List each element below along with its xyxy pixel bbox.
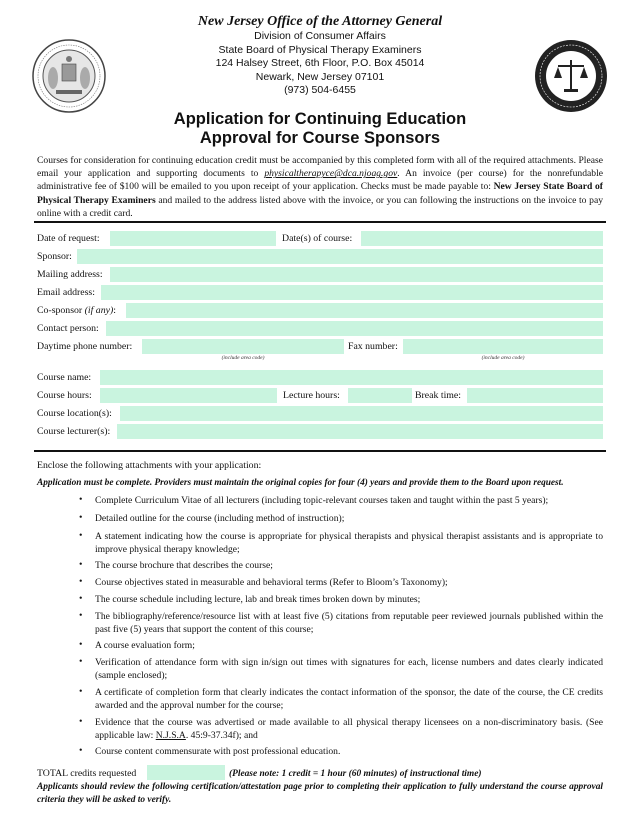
fax-label: Fax number:	[348, 341, 398, 352]
sponsor-label: Sponsor:	[37, 251, 72, 262]
email-link[interactable]: physicaltherapyce@dca.njoag.gov	[264, 168, 398, 180]
fax-input[interactable]	[403, 339, 603, 354]
daytime-phone-label: Daytime phone number:	[37, 341, 133, 352]
middle-divider	[34, 450, 606, 452]
total-credits-label: TOTAL credits requested	[37, 768, 137, 779]
lecture-hours-label: Lecture hours:	[283, 390, 340, 401]
bullet: •	[79, 593, 83, 604]
page-title	[0, 110, 640, 148]
course-locations-input[interactable]	[120, 406, 603, 421]
evidence-text: Evidence that the course was advertised or made available to all physical therapy licensees on a non-discriminatory basis. (See applicable law:	[95, 717, 603, 741]
list-item	[95, 716, 603, 742]
total-credits-input[interactable]	[147, 765, 225, 780]
bullet: •	[79, 745, 83, 756]
bullet: •	[79, 686, 83, 697]
list-item: Course objectives stated in measurable and behavioral terms (Refer to Bloom’s Taxonomy);	[95, 577, 448, 588]
bullet: •	[79, 576, 83, 587]
course-hours-label: Course hours:	[37, 390, 92, 401]
city-address: Newark, New Jersey 07101	[255, 70, 385, 83]
break-time-label: Break time:	[415, 390, 461, 401]
list-item: A statement indicating how the course is appropriate for physical therapists and physical therapist assistants and is appropriate to improve physical therapy knowledge;	[95, 531, 603, 555]
mailing-address-input[interactable]	[110, 267, 603, 282]
email-address-input[interactable]	[101, 285, 603, 300]
phone-area-code-hint: (include area code)	[221, 355, 265, 361]
intro-paragraph	[37, 154, 603, 220]
dates-of-course-input[interactable]	[361, 231, 603, 246]
date-of-request-label: Date of request:	[37, 233, 100, 244]
dates-of-course-label: Date(s) of course:	[282, 233, 353, 244]
bullet: •	[79, 656, 83, 667]
course-hours-input[interactable]	[100, 388, 277, 403]
list-item: Course content commensurate with post professional education.	[95, 746, 341, 757]
cosponsor-input[interactable]	[126, 303, 603, 318]
credit-note: (Please note: 1 credit = 1 hour (60 minutes) of instructional time)	[229, 769, 482, 779]
cosponsor-text: Co-sponsor	[37, 305, 83, 316]
list-item: A course evaluation form;	[95, 640, 195, 651]
list-item: Detailed outline for the course (including method of instruction);	[95, 513, 345, 524]
contact-person-input[interactable]	[106, 321, 603, 336]
intro-text-1: Courses for consideration for continuing education credit must be accompanied by this completed form with all of the required attachments. Please email your application and supporting documents to	[37, 155, 603, 180]
list-item: Complete Curriculum Vitae of all lecturers (including topic-relevant courses taken and taught within the past 5 years);	[95, 495, 549, 506]
list-item: The course brochure that describes the course;	[95, 560, 273, 571]
bullet: •	[79, 559, 83, 570]
street-address: 124 Halsey Street, 6th Floor, P.O. Box 45014	[215, 57, 425, 69]
course-name-input[interactable]	[100, 370, 603, 385]
list-item: Verification of attendance form with sign in/sign out times with signatures for each, license numbers and dates clearly indicated (sample enclosed);	[95, 657, 603, 681]
intro-text-3: and mailed to the address listed above with the invoice, or you can following the instructions on the invoice to pay online with a credit card.	[37, 194, 603, 219]
evidence-text-end: . 45:9-37.34f); and	[185, 730, 258, 741]
date-of-request-input[interactable]	[110, 231, 276, 246]
attachments-intro: Enclose the following attachments with your application:	[37, 460, 262, 471]
contact-person-label: Contact person:	[37, 323, 99, 334]
list-item: The course schedule including lecture, lab and break times broken down by minutes;	[95, 594, 421, 605]
bullet: •	[79, 610, 83, 621]
bullet: •	[79, 639, 83, 650]
office-name: New Jersey Office of the Attorney General	[197, 14, 443, 29]
course-locations-label: Course location(s):	[37, 408, 112, 419]
payee-name: New Jersey State Board of Physical Therapy Examiners	[37, 181, 603, 206]
cosponsor-label: Co-sponsor (if any):	[37, 305, 116, 316]
completeness-notice: Application must be complete. Providers must maintain the original copies for four (4) years and provide them to the Board upon request.	[37, 478, 564, 488]
course-name-label: Course name:	[37, 372, 92, 383]
bullet: •	[79, 716, 83, 727]
intro-text-2: . An invoice (per course) for the nonrefundable administrative fee of $100 will be emailed to you upon receipt of your application. Checks must be made payable to:	[37, 168, 603, 193]
bullet: •	[79, 512, 83, 523]
bullet: •	[79, 530, 83, 541]
bullet: •	[79, 494, 83, 505]
course-lecturers-input[interactable]	[117, 424, 603, 439]
division-name: Division of Consumer Affairs	[254, 30, 386, 42]
top-divider	[34, 221, 606, 223]
closing-note: Applicants should review the following certification/attestation page prior to completing their application to fully understand the course approval criteria they will be asked to verify.	[37, 782, 603, 805]
board-name: State Board of Physical Therapy Examiners	[218, 43, 422, 56]
new-jersey-state-seal	[31, 38, 107, 114]
daytime-phone-input[interactable]	[142, 339, 344, 354]
title-line-2: Approval for Course Sponsors	[199, 129, 441, 147]
email-address-label: Email address:	[37, 287, 95, 298]
course-lecturers-label: Course lecturer(s):	[37, 426, 111, 437]
attorney-general-seal	[533, 38, 609, 114]
lecture-hours-input[interactable]	[348, 388, 412, 403]
sponsor-input[interactable]	[77, 249, 603, 264]
list-item: The bibliography/reference/resource list with at least five (5) citations from reputable peer reviewed journals published within the past five (5) years that support the content of this course;	[95, 611, 603, 635]
title-line-1: Application for Continuing Education	[173, 110, 467, 128]
letterhead	[140, 14, 500, 98]
cosponsor-note: (if any)	[84, 305, 114, 316]
break-time-input[interactable]	[467, 388, 603, 403]
list-item: A certificate of completion form that clearly indicates the contact information of the sponsor, the date of the course, the CE credits awarded and the approval number for the course;	[95, 687, 603, 711]
board-phone: (973) 504-6455	[284, 84, 356, 96]
fax-area-code-hint: (include area code)	[481, 355, 525, 361]
mailing-address-label: Mailing address:	[37, 269, 103, 280]
law-citation: N.J.S.A	[155, 730, 186, 741]
